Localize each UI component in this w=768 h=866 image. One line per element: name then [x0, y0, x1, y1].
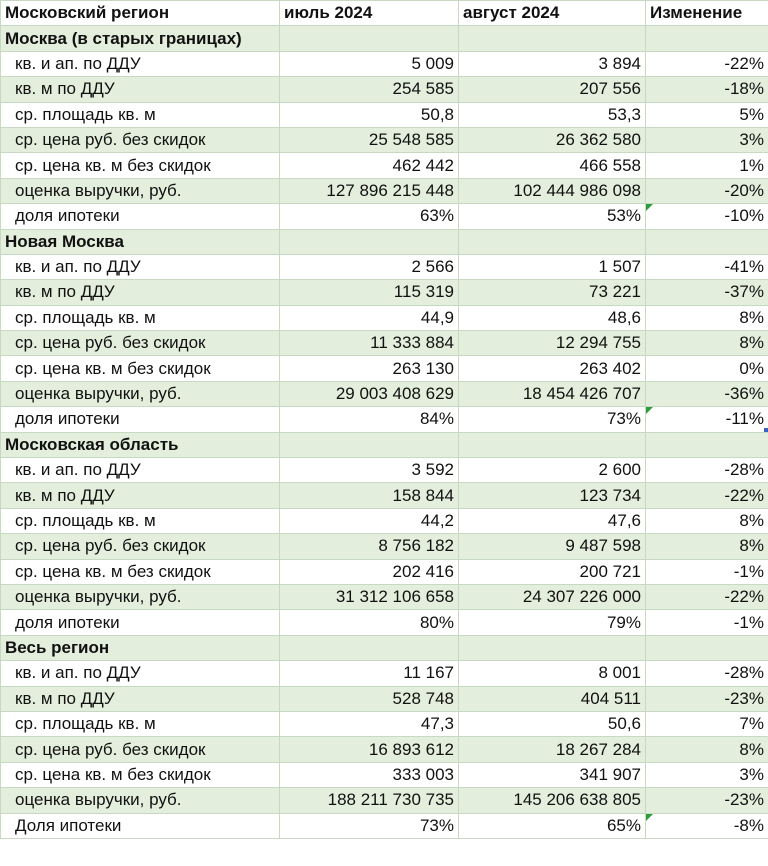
- july-value-text: 127 896 215 448: [326, 180, 454, 200]
- change-value-text: 3%: [739, 130, 764, 150]
- july-value-text: 25 548 585: [368, 130, 454, 150]
- july-value-text: 528 748: [392, 688, 454, 708]
- metric-label-text: ср. площадь кв. м: [15, 714, 156, 734]
- metric-label-cell[interactable]: [1, 534, 280, 559]
- august-value-cell[interactable]: [459, 534, 646, 559]
- august-value-cell[interactable]: [459, 381, 646, 406]
- table-row: [1, 254, 768, 279]
- change-value-text: -36%: [724, 384, 764, 404]
- metric-label-text: кв. и ап. по ДДУ: [15, 53, 141, 73]
- metric-label-cell[interactable]: [1, 127, 280, 152]
- change-value-cell[interactable]: [646, 483, 768, 508]
- august-value-cell[interactable]: [459, 204, 646, 229]
- august-value-cell[interactable]: [459, 127, 646, 152]
- empty-cell[interactable]: [280, 229, 459, 254]
- august-value-text: 466 558: [579, 155, 641, 175]
- table-body: [1, 1, 768, 839]
- change-value-text: -41%: [724, 257, 764, 277]
- july-value-text: 31 312 106 658: [335, 587, 454, 607]
- change-value-text: -10%: [724, 206, 764, 226]
- metric-label-cell[interactable]: [1, 331, 280, 356]
- header-row: [1, 1, 768, 26]
- table-row: [1, 458, 768, 483]
- july-value-text: 115 319: [393, 282, 454, 302]
- change-value-text: -20%: [724, 180, 764, 200]
- change-value-cell[interactable]: [646, 254, 768, 279]
- august-value-text: 50,6: [607, 714, 641, 734]
- metric-label-cell[interactable]: [1, 153, 280, 178]
- table-row: [1, 483, 768, 508]
- metric-label-text: ср. площадь кв. м: [15, 104, 156, 124]
- metric-label-text: ср. площадь кв. м: [15, 511, 156, 530]
- july-value-text: 63%: [419, 206, 454, 226]
- table-row: [1, 381, 768, 406]
- change-value-cell[interactable]: [646, 686, 768, 711]
- error-indicator-icon: [646, 204, 653, 211]
- august-value-cell[interactable]: [459, 153, 646, 178]
- july-value-cell[interactable]: [280, 762, 459, 787]
- august-value-text: 8 001: [598, 663, 641, 683]
- metric-label-text: ср. цена кв. м без скидок: [15, 764, 211, 784]
- change-value-text: -22%: [724, 485, 764, 505]
- metric-label-cell[interactable]: [1, 407, 280, 432]
- metric-label-text: ср. цена кв. м без скидок: [15, 561, 211, 581]
- july-value-cell[interactable]: [280, 178, 459, 203]
- august-value-cell[interactable]: [459, 77, 646, 102]
- metric-label-text: ср. цена руб. без скидок: [15, 739, 206, 759]
- error-indicator-icon: [646, 814, 653, 821]
- change-value-text: -23%: [724, 688, 764, 708]
- july-value-text: 5 009: [411, 53, 454, 73]
- metric-label-text: кв. и ап. по ДДУ: [15, 460, 141, 480]
- change-value-text: -23%: [724, 790, 764, 810]
- change-value-text: -18%: [724, 79, 764, 99]
- metric-label-cell[interactable]: [1, 661, 280, 686]
- july-value-cell[interactable]: [280, 51, 459, 76]
- table-row: [1, 127, 768, 152]
- metric-label-cell[interactable]: [1, 381, 280, 406]
- table-row: [1, 686, 768, 711]
- table-row: [1, 407, 768, 432]
- july-value-cell[interactable]: [280, 610, 459, 635]
- august-value-cell[interactable]: [459, 661, 646, 686]
- august-value-cell[interactable]: [459, 711, 646, 736]
- metric-label-text: ср. площадь кв. м: [15, 307, 156, 327]
- july-value-text: 11 167: [403, 663, 454, 683]
- metric-label-text: оценка выручки, руб.: [15, 790, 182, 810]
- july-value-text: 263 130: [392, 358, 454, 378]
- july-value-cell[interactable]: [280, 280, 459, 305]
- change-value-cell[interactable]: [646, 178, 768, 203]
- header-august-cell[interactable]: август 2024: [459, 1, 646, 26]
- change-value-cell[interactable]: [646, 711, 768, 736]
- empty-cell[interactable]: [646, 229, 768, 254]
- change-value-text: 8%: [739, 739, 764, 759]
- change-value-cell[interactable]: [646, 77, 768, 102]
- july-value-text: 188 211 730 735: [327, 790, 454, 810]
- july-value-text: 16 893 612: [368, 739, 454, 759]
- change-value-cell[interactable]: [646, 508, 768, 533]
- section-title-cell[interactable]: Новая Москва: [1, 229, 280, 254]
- july-value-cell[interactable]: [280, 356, 459, 381]
- metric-label-text: оценка выручки, руб.: [15, 587, 182, 607]
- august-value-text: 2 600: [598, 460, 641, 480]
- august-value-text: 53,3: [607, 104, 641, 124]
- change-value-cell[interactable]: [646, 280, 768, 305]
- august-value-cell[interactable]: [459, 178, 646, 203]
- august-value-cell[interactable]: [459, 458, 646, 483]
- july-value-cell[interactable]: [280, 737, 459, 762]
- metric-label-text: ср. цена руб. без скидок: [15, 536, 206, 556]
- august-value-text: 24 307 226 000: [522, 587, 641, 607]
- august-value-text: 18 267 284: [555, 739, 641, 759]
- change-value-cell[interactable]: [646, 51, 768, 76]
- august-value-cell[interactable]: [459, 483, 646, 508]
- change-value-cell[interactable]: [646, 813, 768, 838]
- table-row: [1, 508, 768, 533]
- july-value-cell[interactable]: [280, 661, 459, 686]
- august-value-text: 48,6: [607, 307, 641, 327]
- change-value-cell[interactable]: [646, 356, 768, 381]
- table-row: [1, 153, 768, 178]
- change-value-cell[interactable]: [646, 559, 768, 584]
- table-row: [1, 788, 768, 813]
- empty-cell[interactable]: [459, 635, 646, 660]
- july-value-cell[interactable]: [280, 254, 459, 279]
- change-value-text: -28%: [724, 663, 764, 683]
- august-value-text: 200 721: [579, 561, 641, 581]
- metric-label-text: кв. м по ДДУ: [15, 485, 115, 505]
- table-row: [1, 102, 768, 127]
- table-row: [1, 762, 768, 787]
- empty-cell[interactable]: [280, 635, 459, 660]
- metric-label-text: ср. цена кв. м без скидок: [15, 358, 211, 378]
- change-value-cell[interactable]: [646, 127, 768, 152]
- change-value-text: -1%: [733, 561, 764, 581]
- table-row: [1, 737, 768, 762]
- change-value-cell[interactable]: [646, 584, 768, 609]
- august-value-cell[interactable]: [459, 813, 646, 838]
- july-value-cell[interactable]: [280, 102, 459, 127]
- august-value-text: 73%: [606, 409, 641, 429]
- august-value-text: 263 402: [579, 358, 641, 378]
- august-value-text: 47,6: [607, 511, 641, 530]
- july-value-cell[interactable]: [280, 508, 459, 533]
- table-row: [1, 559, 768, 584]
- july-value-cell[interactable]: [280, 813, 459, 838]
- metric-label-cell[interactable]: [1, 508, 280, 533]
- table-row: [1, 813, 768, 838]
- metric-label-text: оценка выручки, руб.: [15, 384, 182, 404]
- july-value-text: 3 592: [411, 460, 454, 480]
- metric-label-text: доля ипотеки: [15, 409, 120, 429]
- july-value-text: 8 756 182: [378, 536, 454, 556]
- metric-label-cell[interactable]: [1, 737, 280, 762]
- metric-label-text: кв. м по ДДУ: [15, 688, 115, 708]
- metric-label-text: ср. цена руб. без скидок: [15, 130, 206, 150]
- july-value-cell[interactable]: [280, 584, 459, 609]
- change-value-cell[interactable]: [646, 762, 768, 787]
- header-july-cell[interactable]: июль 2024: [280, 1, 459, 26]
- july-value-text: 44,2: [420, 511, 454, 530]
- july-value-cell[interactable]: [280, 381, 459, 406]
- metric-label-cell[interactable]: [1, 711, 280, 736]
- change-value-text: 3%: [739, 764, 764, 784]
- july-value-text: 158 844: [392, 485, 454, 505]
- july-value-text: 44,9: [420, 307, 454, 327]
- empty-cell[interactable]: [646, 26, 768, 51]
- change-value-cell[interactable]: [646, 381, 768, 406]
- change-value-text: -37%: [724, 282, 764, 302]
- july-value-cell[interactable]: [280, 711, 459, 736]
- august-value-cell[interactable]: [459, 788, 646, 813]
- july-value-cell[interactable]: [280, 686, 459, 711]
- table-row: [1, 610, 768, 635]
- july-value-text: 462 442: [392, 155, 454, 175]
- table-row: [1, 305, 768, 330]
- table-row: [1, 204, 768, 229]
- metric-label-cell[interactable]: [1, 483, 280, 508]
- metric-label-text: кв. м по ДДУ: [15, 79, 115, 99]
- august-value-cell[interactable]: [459, 508, 646, 533]
- empty-cell[interactable]: [459, 432, 646, 457]
- august-value-cell[interactable]: [459, 584, 646, 609]
- change-value-text: -22%: [724, 53, 764, 73]
- table-row: [1, 534, 768, 559]
- august-value-cell[interactable]: [459, 610, 646, 635]
- metric-label-cell[interactable]: [1, 102, 280, 127]
- change-value-cell[interactable]: [646, 331, 768, 356]
- august-value-text: 18 454 426 707: [522, 384, 641, 404]
- august-value-text: 341 907: [579, 764, 641, 784]
- august-value-text: 207 556: [579, 79, 641, 99]
- july-value-cell[interactable]: [280, 77, 459, 102]
- metric-label-cell[interactable]: [1, 305, 280, 330]
- change-value-cell[interactable]: [646, 102, 768, 127]
- august-value-text: 53%: [606, 206, 641, 226]
- july-value-cell[interactable]: [280, 127, 459, 152]
- table-row: [1, 178, 768, 203]
- july-value-text: 2 566: [411, 257, 454, 277]
- july-value-cell[interactable]: [280, 204, 459, 229]
- change-value-text: 5%: [739, 104, 764, 124]
- change-value-cell[interactable]: [646, 788, 768, 813]
- august-value-text: 123 734: [579, 485, 641, 505]
- section-title-cell[interactable]: Москва (в старых границах): [1, 26, 280, 51]
- change-value-text: 8%: [739, 307, 764, 327]
- change-value-text: 8%: [739, 333, 764, 353]
- section-header-row: [1, 26, 768, 51]
- metric-label-cell[interactable]: [1, 686, 280, 711]
- change-value-cell[interactable]: [646, 458, 768, 483]
- july-value-text: 80%: [419, 612, 454, 632]
- july-value-cell[interactable]: [280, 559, 459, 584]
- table-row: [1, 331, 768, 356]
- august-value-text: 26 362 580: [555, 130, 641, 150]
- july-value-text: 47,3: [420, 714, 454, 734]
- metric-label-text: Доля ипотеки: [15, 815, 122, 835]
- august-value-text: 1 507: [598, 257, 641, 277]
- empty-cell[interactable]: [280, 432, 459, 457]
- august-value-cell[interactable]: [459, 356, 646, 381]
- change-value-text: -1%: [733, 612, 764, 632]
- fill-handle-icon[interactable]: [764, 428, 768, 432]
- change-value-text: -11%: [725, 409, 764, 429]
- august-value-text: 73 221: [589, 282, 641, 302]
- july-value-cell[interactable]: [280, 331, 459, 356]
- july-value-cell[interactable]: [280, 153, 459, 178]
- august-value-cell[interactable]: [459, 305, 646, 330]
- table-row: [1, 356, 768, 381]
- july-value-cell[interactable]: [280, 534, 459, 559]
- metric-label-cell[interactable]: [1, 51, 280, 76]
- metric-label-text: доля ипотеки: [15, 206, 120, 226]
- change-value-text: 8%: [739, 536, 764, 556]
- change-value-cell[interactable]: [646, 737, 768, 762]
- july-value-text: 254 585: [392, 79, 454, 99]
- august-value-cell[interactable]: [459, 280, 646, 305]
- empty-cell[interactable]: [646, 635, 768, 660]
- section-header-row: [1, 635, 768, 660]
- august-value-cell[interactable]: [459, 737, 646, 762]
- metric-label-cell[interactable]: [1, 77, 280, 102]
- metric-label-cell[interactable]: [1, 178, 280, 203]
- header-change-cell[interactable]: Изменение: [646, 1, 768, 26]
- metric-label-cell[interactable]: [1, 584, 280, 609]
- metric-label-text: кв. и ап. по ДДУ: [15, 663, 141, 683]
- change-value-cell[interactable]: [646, 534, 768, 559]
- section-header-row: [1, 229, 768, 254]
- metric-label-text: кв. и ап. по ДДУ: [15, 257, 141, 277]
- table-row: [1, 584, 768, 609]
- metric-label-cell[interactable]: [1, 280, 280, 305]
- change-value-text: -8%: [733, 815, 764, 835]
- metric-label-text: кв. м по ДДУ: [15, 282, 115, 302]
- change-value-cell[interactable]: [646, 610, 768, 635]
- empty-cell[interactable]: [459, 229, 646, 254]
- metric-label-cell[interactable]: [1, 458, 280, 483]
- august-value-cell[interactable]: [459, 559, 646, 584]
- section-title-cell[interactable]: Московская область: [1, 432, 280, 457]
- change-value-text: 7%: [739, 714, 764, 734]
- change-value-text: 0%: [739, 358, 764, 378]
- table-row: [1, 280, 768, 305]
- august-value-text: 102 444 986 098: [513, 180, 641, 200]
- july-value-cell[interactable]: [280, 788, 459, 813]
- metric-label-cell[interactable]: [1, 813, 280, 838]
- august-value-text: 3 894: [598, 53, 641, 73]
- change-value-cell[interactable]: [646, 153, 768, 178]
- july-value-text: 50,8: [420, 104, 454, 124]
- august-value-text: 79%: [606, 612, 641, 632]
- july-value-cell[interactable]: [280, 407, 459, 432]
- change-value-text: 1%: [739, 155, 764, 175]
- metric-label-cell[interactable]: [1, 254, 280, 279]
- metric-label-text: оценка выручки, руб.: [15, 180, 182, 200]
- section-header-row: [1, 432, 768, 457]
- metric-label-cell[interactable]: [1, 204, 280, 229]
- august-value-text: 9 487 598: [565, 536, 641, 556]
- august-value-text: 145 206 638 805: [513, 790, 641, 810]
- empty-cell[interactable]: [280, 26, 459, 51]
- august-value-cell[interactable]: [459, 254, 646, 279]
- change-value-cell[interactable]: [646, 305, 768, 330]
- august-value-text: 12 294 755: [555, 333, 641, 353]
- table-row: [1, 77, 768, 102]
- change-value-text: -28%: [724, 460, 764, 480]
- august-value-cell[interactable]: [459, 102, 646, 127]
- change-value-text: 8%: [739, 511, 764, 530]
- july-value-text: 11 333 884: [370, 333, 454, 353]
- table-row: [1, 661, 768, 686]
- metric-label-cell[interactable]: [1, 559, 280, 584]
- table-row: [1, 51, 768, 76]
- change-value-cell[interactable]: [646, 204, 768, 229]
- august-value-text: 404 511: [580, 688, 641, 708]
- change-value-cell[interactable]: [646, 407, 768, 432]
- error-indicator-icon: [646, 407, 653, 414]
- metric-label-cell[interactable]: [1, 788, 280, 813]
- metric-label-text: ср. цена кв. м без скидок: [15, 155, 211, 175]
- july-value-text: 84%: [419, 409, 454, 429]
- section-title-cell[interactable]: Весь регион: [1, 635, 280, 660]
- august-value-cell[interactable]: [459, 331, 646, 356]
- empty-cell[interactable]: [646, 432, 768, 457]
- change-value-cell[interactable]: [646, 661, 768, 686]
- change-value-text: -22%: [724, 587, 764, 607]
- august-value-cell[interactable]: [459, 686, 646, 711]
- july-value-cell[interactable]: [280, 483, 459, 508]
- metric-label-text: ср. цена руб. без скидок: [15, 333, 206, 353]
- july-value-text: 333 003: [392, 764, 454, 784]
- august-value-cell[interactable]: [459, 762, 646, 787]
- july-value-text: 73%: [419, 815, 454, 835]
- august-value-cell[interactable]: [459, 407, 646, 432]
- metric-label-text: доля ипотеки: [15, 612, 120, 632]
- metric-label-cell[interactable]: [1, 610, 280, 635]
- july-value-text: 29 003 408 629: [335, 384, 454, 404]
- july-value-cell[interactable]: [280, 305, 459, 330]
- august-value-text: 65%: [606, 815, 641, 835]
- metric-label-cell[interactable]: [1, 762, 280, 787]
- july-value-cell[interactable]: [280, 458, 459, 483]
- header-region-cell[interactable]: Московский регион: [1, 1, 280, 26]
- july-value-text: 202 416: [392, 561, 454, 581]
- august-value-cell[interactable]: [459, 51, 646, 76]
- table-row: [1, 711, 768, 736]
- metric-label-cell[interactable]: [1, 356, 280, 381]
- empty-cell[interactable]: [459, 26, 646, 51]
